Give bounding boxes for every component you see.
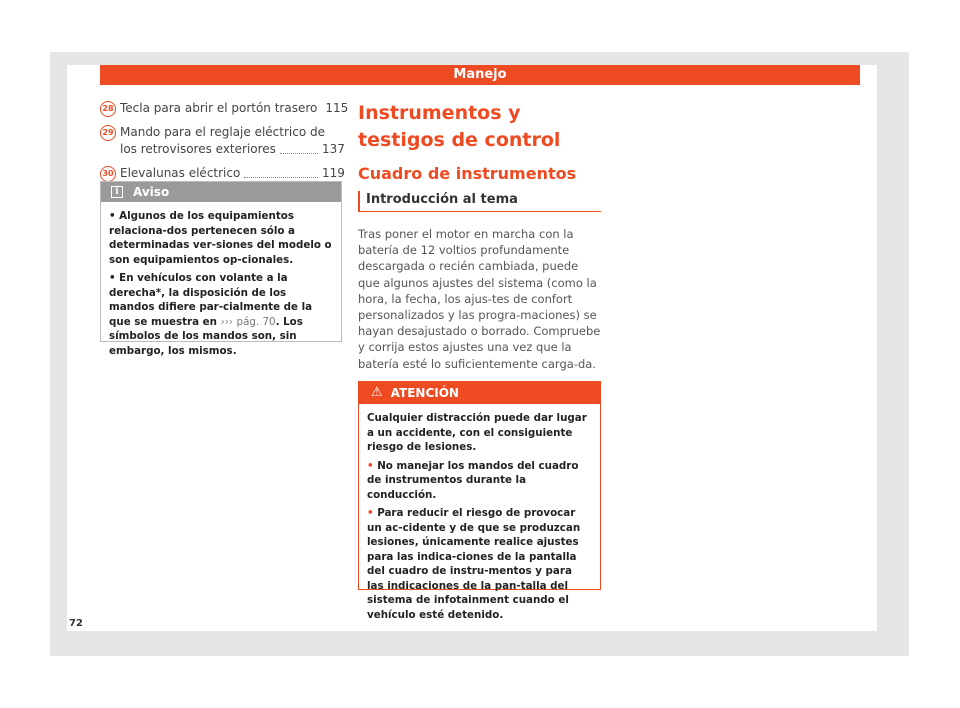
warning-triangle-icon: ⚠: [371, 385, 383, 400]
toc-page: 119: [322, 166, 345, 180]
toc-dot-leader: [280, 153, 318, 154]
toc-item[interactable]: [100, 100, 349, 117]
warning-body: [359, 404, 600, 622]
warning-box: [358, 381, 601, 621]
toc-page: 115: [325, 101, 349, 115]
subsection-title: Introducción al tema: [358, 191, 601, 212]
warning-bullet-text: No manejar los mandos del cuadro de instrumentos durante la conducción.: [367, 459, 579, 501]
page-reference-link[interactable]: pág. 70: [236, 315, 276, 328]
chapter-title: Instrumentos y testigos de control: [358, 102, 561, 151]
note-bullet: • Algunos de los equipamientos relaciona-dos pertenecen sólo a determinadas ver-siones del modelo o son equipamientos op-cionales.: [109, 210, 332, 266]
toc-number-badge: 29: [100, 125, 116, 141]
bullet-icon: •: [367, 459, 374, 472]
toc-dot-leader: [244, 177, 318, 178]
warning-title: ATENCIÓN: [390, 386, 459, 400]
toc-text: Mando para el reglaje eléctrico de: [120, 125, 326, 139]
cross-reference-arrows-icon: ›››: [220, 315, 233, 328]
warning-intro: Cualquier distracción puede dar lugar a un accidente, con el consiguiente riesgo de lesiones.: [367, 412, 587, 453]
note-bullet: [109, 271, 333, 358]
note-title: Aviso: [133, 185, 170, 199]
toc-text: los retrovisores exteriores: [120, 142, 276, 156]
toc-list: [100, 100, 349, 189]
section-title: Cuadro de instrumentos: [358, 164, 577, 183]
warning-header: [359, 382, 600, 404]
toc-number-badge: 28: [100, 101, 116, 117]
bullet-icon: •: [367, 507, 374, 519]
note-box: [100, 181, 342, 357]
main-content: [358, 100, 601, 372]
toc-text: Tecla para abrir el portón trasero: [120, 101, 318, 115]
warning-bullet: [367, 506, 592, 622]
note-body: [101, 202, 341, 358]
info-icon: i: [111, 186, 123, 198]
warning-bullet: [367, 459, 592, 503]
page-number: 72: [69, 618, 83, 629]
toc-item[interactable]: [100, 165, 345, 182]
warning-bullet-text: Para reducir el riesgo de provocar un ac-cidente y de que se produzcan lesiones, únicamente realice ajustes para las indica-ciones de la pantalla del cuadro de instru-mentos y para las indicaciones de la pan-talla del sistema de infotainment cuando el vehículo esté detenido.: [367, 507, 581, 621]
toc-item[interactable]: [100, 124, 345, 158]
toc-number-badge: 30: [100, 166, 116, 182]
note-bullet-text: . Los símbolos de los mandos son, sin embargo, los mismos.: [109, 315, 303, 357]
toc-text: Elevalunas eléctrico: [120, 166, 241, 180]
section-header: Manejo: [100, 65, 860, 85]
body-paragraph: Tras poner el motor en marcha con la batería de 12 voltios profundamente descargada o recién cambiada, puede que algunos ajustes del sistema (como la hora, la fecha, los ajus-tes de confort personalizados y las progra-maciones) se hayan desajustado o borrado. Compruebe y corrija estos ajustes una vez que la batería esté lo suficientemente carga-da.: [358, 227, 601, 371]
toc-page: 137: [322, 142, 345, 156]
note-bullet-text: • En vehículos con volante a la derecha*, la disposición de los mandos difiere par-cialmente de la que se muestra en: [109, 272, 313, 328]
note-header: [101, 182, 341, 202]
